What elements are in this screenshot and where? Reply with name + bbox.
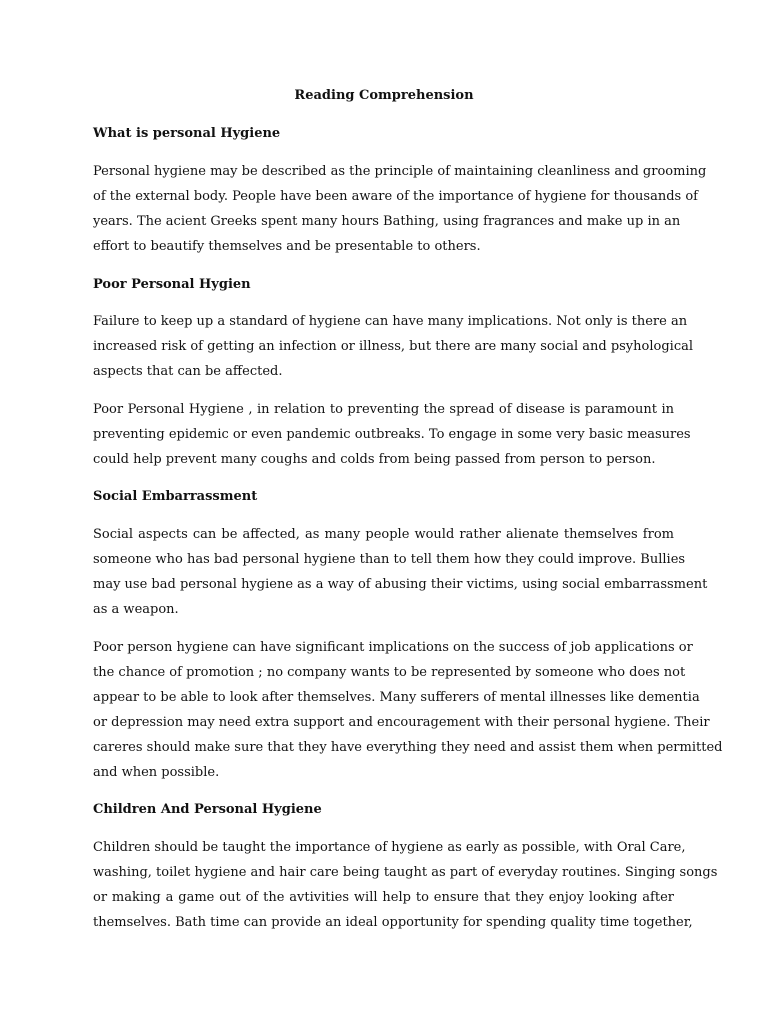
text-line: Personal hygiene may be described as the principle of maintaining cleanliness and grooming: [93, 164, 707, 179]
text-line: appear to be able to look after themselves. Many sufferers of mental illnesses like dementia: [93, 690, 700, 705]
paragraph: [93, 159, 707, 259]
document-title: Reading Comprehension: [294, 88, 474, 103]
text-line: preventing epidemic or even pandemic outbreaks. To engage in some very basic measures: [93, 427, 691, 442]
text-line: aspects that can be affected.: [93, 364, 283, 379]
text-line: or making a game out of the avtivities will help to ensure that they enjoy looking after: [93, 890, 674, 905]
text-line: years. The acient Greeks spent many hours Bathing, using fragrances and make up in an: [93, 214, 681, 229]
text-line: increased risk of getting an infection or illness, but there are many social and psyhological: [93, 339, 694, 354]
paragraph: [93, 309, 694, 384]
text-line: or depression may need extra support and encouragement with their personal hygiene. Their: [93, 715, 710, 730]
text-line: washing, toilet hygiene and hair care being taught as part of everyday routines. Singing songs: [93, 865, 718, 880]
paragraph: [93, 635, 723, 785]
text-line: and when possible.: [93, 765, 220, 780]
text-line: Poor Personal Hygiene , in relation to preventing the spread of disease is paramount in: [93, 402, 674, 417]
paragraph: [93, 397, 691, 472]
section-heading-what-is-hygiene: What is personal Hygiene: [93, 126, 281, 141]
text-line: Social aspects can be affected, as many people would rather alienate themselves from: [93, 527, 674, 542]
text-line: careres should make sure that they have everything they need and assist them when permitted: [93, 740, 723, 755]
text-line: may use bad personal hygiene as a way of abusing their victims, using social embarrassment: [93, 577, 708, 592]
text-line: the chance of promotion ; no company wants to be represented by someone who does not: [93, 665, 686, 680]
section-heading-poor-hygien: Poor Personal Hygien: [93, 277, 251, 292]
text-line: of the external body. People have been aware of the importance of hygiene for thousands of: [93, 189, 698, 204]
text-line: effort to beautify themselves and be presentable to others.: [93, 239, 481, 254]
text-line: could help prevent many coughs and colds from being passed from person to person.: [93, 452, 656, 467]
paragraph: [93, 522, 708, 622]
section-heading-children-hygiene: Children And Personal Hygiene: [93, 802, 322, 817]
text-line: as a weapon.: [93, 602, 179, 617]
text-line: Poor person hygiene can have significant implications on the success of job applications or: [93, 640, 693, 655]
section-heading-social-embarrassment: Social Embarrassment: [93, 489, 258, 504]
text-line: Children should be taught the importance of hygiene as early as possible, with Oral Care,: [93, 840, 686, 855]
text-line: Failure to keep up a standard of hygiene can have many implications. Not only is there an: [93, 314, 688, 329]
text-line: themselves. Bath time can provide an ideal opportunity for spending quality time together,: [93, 915, 693, 930]
paragraph: [93, 835, 718, 935]
text-line: someone who has bad personal hygiene than to tell them how they could improve. Bullies: [93, 552, 686, 567]
